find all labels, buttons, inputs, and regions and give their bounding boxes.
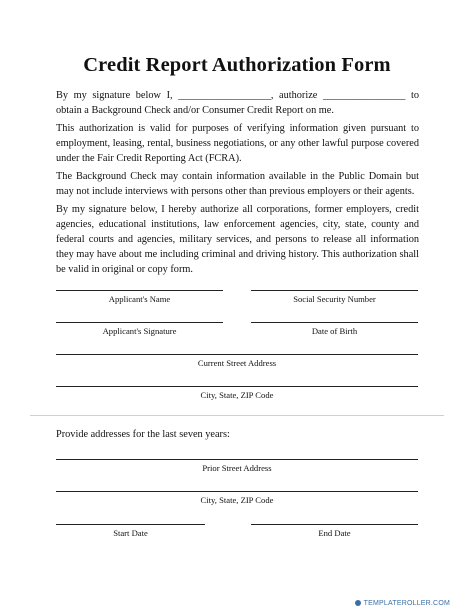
- end-date-label: End Date: [318, 528, 351, 538]
- footer-text: TEMPLATEROLLER.COM: [363, 600, 450, 607]
- footer-watermark: [355, 600, 450, 607]
- prior-address-label: Prior Street Address: [202, 463, 272, 473]
- current-address-label: Current Street Address: [197, 358, 277, 368]
- city-state-zip-label: City, State, ZIP Code: [200, 390, 274, 400]
- end-date-field[interactable]: [251, 524, 418, 525]
- applicant-signature-label: Applicant's Signature: [102, 326, 177, 336]
- start-date-field[interactable]: [56, 524, 205, 525]
- authorization-statement: [56, 88, 419, 118]
- dob-field[interactable]: [251, 322, 418, 323]
- section-divider: [30, 415, 444, 416]
- validity-paragraph: This authorization is valid for purposes of verifying information given pursuant to employment, leasing, rental, business negotiations, or any other lawful purpose covered under the Fair Credit Reporting Act (FCRA).: [56, 123, 419, 164]
- seven-years-prompt: Provide addresses for the last seven years:: [56, 429, 230, 440]
- ssn-field[interactable]: [251, 290, 418, 291]
- applicant-name-field[interactable]: [56, 290, 223, 291]
- current-address-field[interactable]: [56, 354, 418, 355]
- ssn-label: Social Security Number: [293, 294, 376, 304]
- form-title: Credit Report Authorization Form: [83, 54, 391, 76]
- prior-city-state-zip-field[interactable]: [56, 491, 418, 492]
- globe-icon: [355, 600, 361, 606]
- dob-label: Date of Birth: [311, 326, 358, 336]
- city-state-zip-field[interactable]: [56, 386, 418, 387]
- authorization-line-2: obtain a Background Check and/or Consumer Credit Report on me.: [56, 105, 334, 116]
- applicant-signature-field[interactable]: [56, 322, 223, 323]
- applicant-name-label: Applicant's Name: [108, 294, 171, 304]
- release-paragraph: By my signature below, I hereby authorize all corporations, former employers, credit agencies, educational institutions, law enforcement agencies, city, state, county and federal courts and agencies, military services, and persons to release all information they may have about me including criminal and driving history. This authorization shall be valid in original or copy form.: [56, 204, 419, 275]
- start-date-label: Start Date: [113, 528, 148, 538]
- background-check-paragraph: The Background Check may contain information available in the Public Domain but may not include interviews with persons other than previous employers or their agents.: [56, 171, 419, 197]
- authorization-line-1: By my signature below I, __________________, authorize ________________ to: [56, 90, 419, 101]
- prior-city-state-zip-label: City, State, ZIP Code: [200, 495, 274, 505]
- prior-address-field[interactable]: [56, 459, 418, 460]
